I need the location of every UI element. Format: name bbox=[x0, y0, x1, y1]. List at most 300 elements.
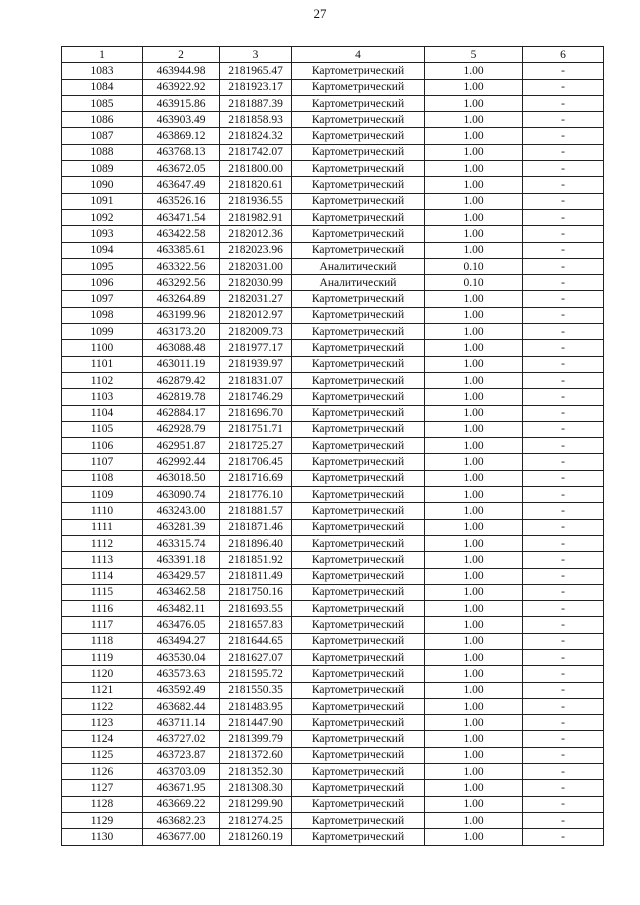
y-coordinate-cell: 2181742.07 bbox=[220, 144, 292, 160]
accuracy-cell: 1.00 bbox=[425, 128, 523, 144]
y-coordinate-cell: 2181352.30 bbox=[220, 764, 292, 780]
table-row bbox=[62, 487, 604, 503]
x-coordinate-cell: 463922.92 bbox=[143, 79, 220, 95]
point-number-cell: 1121 bbox=[62, 682, 143, 698]
table-row bbox=[62, 356, 604, 372]
point-number-cell: 1101 bbox=[62, 356, 143, 372]
method-cell: Картометрический bbox=[292, 698, 425, 714]
accuracy-cell: 1.00 bbox=[425, 161, 523, 177]
method-cell: Картометрический bbox=[292, 715, 425, 731]
table-row bbox=[62, 226, 604, 242]
table-row bbox=[62, 829, 604, 845]
x-coordinate-cell: 463482.11 bbox=[143, 601, 220, 617]
y-coordinate-cell: 2181372.60 bbox=[220, 747, 292, 763]
table-row bbox=[62, 519, 604, 535]
note-cell: - bbox=[523, 617, 604, 633]
table-row bbox=[62, 128, 604, 144]
x-coordinate-cell: 463429.57 bbox=[143, 568, 220, 584]
table-row bbox=[62, 470, 604, 486]
note-cell: - bbox=[523, 764, 604, 780]
method-cell: Картометрический bbox=[292, 421, 425, 437]
y-coordinate-cell: 2181627.07 bbox=[220, 649, 292, 665]
note-cell: - bbox=[523, 584, 604, 600]
note-cell: - bbox=[523, 812, 604, 828]
x-coordinate-cell: 463669.22 bbox=[143, 796, 220, 812]
point-number-cell: 1107 bbox=[62, 454, 143, 470]
header-cell: 5 bbox=[425, 47, 523, 63]
header-cell: 1 bbox=[62, 47, 143, 63]
y-coordinate-cell: 2181399.79 bbox=[220, 731, 292, 747]
method-cell: Картометрический bbox=[292, 666, 425, 682]
accuracy-cell: 1.00 bbox=[425, 715, 523, 731]
x-coordinate-cell: 463494.27 bbox=[143, 633, 220, 649]
table-row bbox=[62, 193, 604, 209]
method-cell: Картометрический bbox=[292, 226, 425, 242]
x-coordinate-cell: 463703.09 bbox=[143, 764, 220, 780]
note-cell: - bbox=[523, 568, 604, 584]
accuracy-cell: 1.00 bbox=[425, 731, 523, 747]
point-number-cell: 1084 bbox=[62, 79, 143, 95]
note-cell: - bbox=[523, 747, 604, 763]
note-cell: - bbox=[523, 438, 604, 454]
y-coordinate-cell: 2182009.73 bbox=[220, 324, 292, 340]
point-number-cell: 1127 bbox=[62, 780, 143, 796]
point-number-cell: 1111 bbox=[62, 519, 143, 535]
note-cell: - bbox=[523, 161, 604, 177]
point-number-cell: 1110 bbox=[62, 503, 143, 519]
note-cell: - bbox=[523, 780, 604, 796]
table-row bbox=[62, 568, 604, 584]
accuracy-cell: 1.00 bbox=[425, 487, 523, 503]
x-coordinate-cell: 462928.79 bbox=[143, 421, 220, 437]
note-cell: - bbox=[523, 552, 604, 568]
table-row bbox=[62, 275, 604, 291]
method-cell: Картометрический bbox=[292, 144, 425, 160]
accuracy-cell: 1.00 bbox=[425, 372, 523, 388]
point-number-cell: 1092 bbox=[62, 209, 143, 225]
table-row bbox=[62, 601, 604, 617]
point-number-cell: 1119 bbox=[62, 649, 143, 665]
point-number-cell: 1094 bbox=[62, 242, 143, 258]
method-cell: Картометрический bbox=[292, 617, 425, 633]
x-coordinate-cell: 463391.18 bbox=[143, 552, 220, 568]
point-number-cell: 1096 bbox=[62, 275, 143, 291]
y-coordinate-cell: 2181657.83 bbox=[220, 617, 292, 633]
note-cell: - bbox=[523, 796, 604, 812]
table-row bbox=[62, 666, 604, 682]
note-cell: - bbox=[523, 535, 604, 551]
accuracy-cell: 1.00 bbox=[425, 633, 523, 649]
y-coordinate-cell: 2181693.55 bbox=[220, 601, 292, 617]
point-number-cell: 1114 bbox=[62, 568, 143, 584]
method-cell: Картометрический bbox=[292, 291, 425, 307]
method-cell: Картометрический bbox=[292, 503, 425, 519]
y-coordinate-cell: 2181447.90 bbox=[220, 715, 292, 731]
x-coordinate-cell: 463385.61 bbox=[143, 242, 220, 258]
accuracy-cell: 1.00 bbox=[425, 780, 523, 796]
accuracy-cell: 0.10 bbox=[425, 275, 523, 291]
y-coordinate-cell: 2181260.19 bbox=[220, 829, 292, 845]
table-row bbox=[62, 95, 604, 111]
y-coordinate-cell: 2181977.17 bbox=[220, 340, 292, 356]
method-cell: Картометрический bbox=[292, 747, 425, 763]
table-row bbox=[62, 177, 604, 193]
accuracy-cell: 1.00 bbox=[425, 340, 523, 356]
y-coordinate-cell: 2181800.00 bbox=[220, 161, 292, 177]
x-coordinate-cell: 462992.44 bbox=[143, 454, 220, 470]
table-row bbox=[62, 796, 604, 812]
y-coordinate-cell: 2182031.27 bbox=[220, 291, 292, 307]
point-number-cell: 1123 bbox=[62, 715, 143, 731]
point-number-cell: 1118 bbox=[62, 633, 143, 649]
table-header-row bbox=[62, 47, 604, 63]
method-cell: Картометрический bbox=[292, 470, 425, 486]
note-cell: - bbox=[523, 340, 604, 356]
accuracy-cell: 1.00 bbox=[425, 519, 523, 535]
accuracy-cell: 1.00 bbox=[425, 747, 523, 763]
y-coordinate-cell: 2181706.45 bbox=[220, 454, 292, 470]
note-cell: - bbox=[523, 633, 604, 649]
y-coordinate-cell: 2181831.07 bbox=[220, 372, 292, 388]
point-number-cell: 1125 bbox=[62, 747, 143, 763]
table-row bbox=[62, 340, 604, 356]
y-coordinate-cell: 2181308.30 bbox=[220, 780, 292, 796]
method-cell: Картометрический bbox=[292, 780, 425, 796]
x-coordinate-cell: 463476.05 bbox=[143, 617, 220, 633]
point-number-cell: 1124 bbox=[62, 731, 143, 747]
table-row bbox=[62, 747, 604, 763]
y-coordinate-cell: 2182030.99 bbox=[220, 275, 292, 291]
note-cell: - bbox=[523, 128, 604, 144]
point-number-cell: 1103 bbox=[62, 389, 143, 405]
y-coordinate-cell: 2181716.69 bbox=[220, 470, 292, 486]
accuracy-cell: 1.00 bbox=[425, 79, 523, 95]
x-coordinate-cell: 462951.87 bbox=[143, 438, 220, 454]
x-coordinate-cell: 463869.12 bbox=[143, 128, 220, 144]
coordinates-table bbox=[61, 46, 604, 846]
table-row bbox=[62, 584, 604, 600]
method-cell: Картометрический bbox=[292, 128, 425, 144]
table-body bbox=[62, 63, 604, 845]
point-number-cell: 1098 bbox=[62, 307, 143, 323]
method-cell: Картометрический bbox=[292, 79, 425, 95]
note-cell: - bbox=[523, 242, 604, 258]
table-row bbox=[62, 421, 604, 437]
point-number-cell: 1099 bbox=[62, 324, 143, 340]
table-row bbox=[62, 682, 604, 698]
method-cell: Картометрический bbox=[292, 812, 425, 828]
accuracy-cell: 1.00 bbox=[425, 226, 523, 242]
method-cell: Картометрический bbox=[292, 193, 425, 209]
x-coordinate-cell: 463264.89 bbox=[143, 291, 220, 307]
point-number-cell: 1115 bbox=[62, 584, 143, 600]
method-cell: Аналитический bbox=[292, 258, 425, 274]
note-cell: - bbox=[523, 731, 604, 747]
note-cell: - bbox=[523, 63, 604, 79]
x-coordinate-cell: 463315.74 bbox=[143, 535, 220, 551]
accuracy-cell: 1.00 bbox=[425, 421, 523, 437]
y-coordinate-cell: 2181871.46 bbox=[220, 519, 292, 535]
y-coordinate-cell: 2181483.95 bbox=[220, 698, 292, 714]
y-coordinate-cell: 2182012.97 bbox=[220, 307, 292, 323]
method-cell: Картометрический bbox=[292, 242, 425, 258]
note-cell: - bbox=[523, 226, 604, 242]
y-coordinate-cell: 2181696.70 bbox=[220, 405, 292, 421]
accuracy-cell: 1.00 bbox=[425, 682, 523, 698]
method-cell: Картометрический bbox=[292, 829, 425, 845]
y-coordinate-cell: 2181820.61 bbox=[220, 177, 292, 193]
y-coordinate-cell: 2181896.40 bbox=[220, 535, 292, 551]
y-coordinate-cell: 2181746.29 bbox=[220, 389, 292, 405]
y-coordinate-cell: 2181644.65 bbox=[220, 633, 292, 649]
x-coordinate-cell: 463243.00 bbox=[143, 503, 220, 519]
note-cell: - bbox=[523, 193, 604, 209]
point-number-cell: 1089 bbox=[62, 161, 143, 177]
note-cell: - bbox=[523, 698, 604, 714]
y-coordinate-cell: 2181824.32 bbox=[220, 128, 292, 144]
header-cell: 4 bbox=[292, 47, 425, 63]
y-coordinate-cell: 2181750.16 bbox=[220, 584, 292, 600]
table-row bbox=[62, 242, 604, 258]
accuracy-cell: 1.00 bbox=[425, 324, 523, 340]
method-cell: Картометрический bbox=[292, 405, 425, 421]
accuracy-cell: 1.00 bbox=[425, 568, 523, 584]
point-number-cell: 1129 bbox=[62, 812, 143, 828]
accuracy-cell: 1.00 bbox=[425, 796, 523, 812]
point-number-cell: 1100 bbox=[62, 340, 143, 356]
point-number-cell: 1130 bbox=[62, 829, 143, 845]
x-coordinate-cell: 463281.39 bbox=[143, 519, 220, 535]
table-row bbox=[62, 209, 604, 225]
y-coordinate-cell: 2181725.27 bbox=[220, 438, 292, 454]
table-row bbox=[62, 389, 604, 405]
method-cell: Картометрический bbox=[292, 372, 425, 388]
accuracy-cell: 1.00 bbox=[425, 112, 523, 128]
accuracy-cell: 1.00 bbox=[425, 356, 523, 372]
x-coordinate-cell: 463018.50 bbox=[143, 470, 220, 486]
x-coordinate-cell: 462819.78 bbox=[143, 389, 220, 405]
accuracy-cell: 1.00 bbox=[425, 405, 523, 421]
table-row bbox=[62, 258, 604, 274]
point-number-cell: 1122 bbox=[62, 698, 143, 714]
accuracy-cell: 1.00 bbox=[425, 503, 523, 519]
note-cell: - bbox=[523, 666, 604, 682]
x-coordinate-cell: 463711.14 bbox=[143, 715, 220, 731]
method-cell: Картометрический bbox=[292, 324, 425, 340]
y-coordinate-cell: 2181851.92 bbox=[220, 552, 292, 568]
table-row bbox=[62, 764, 604, 780]
y-coordinate-cell: 2181751.71 bbox=[220, 421, 292, 437]
x-coordinate-cell: 463682.44 bbox=[143, 698, 220, 714]
accuracy-cell: 1.00 bbox=[425, 307, 523, 323]
note-cell: - bbox=[523, 829, 604, 845]
x-coordinate-cell: 463530.04 bbox=[143, 649, 220, 665]
accuracy-cell: 1.00 bbox=[425, 764, 523, 780]
accuracy-cell: 1.00 bbox=[425, 617, 523, 633]
method-cell: Аналитический bbox=[292, 275, 425, 291]
x-coordinate-cell: 463090.74 bbox=[143, 487, 220, 503]
y-coordinate-cell: 2181274.25 bbox=[220, 812, 292, 828]
accuracy-cell: 1.00 bbox=[425, 389, 523, 405]
table-row bbox=[62, 649, 604, 665]
x-coordinate-cell: 463422.58 bbox=[143, 226, 220, 242]
x-coordinate-cell: 463088.48 bbox=[143, 340, 220, 356]
y-coordinate-cell: 2181776.10 bbox=[220, 487, 292, 503]
note-cell: - bbox=[523, 405, 604, 421]
method-cell: Картометрический bbox=[292, 487, 425, 503]
x-coordinate-cell: 463671.95 bbox=[143, 780, 220, 796]
table-row bbox=[62, 617, 604, 633]
accuracy-cell: 1.00 bbox=[425, 829, 523, 845]
method-cell: Картометрический bbox=[292, 764, 425, 780]
y-coordinate-cell: 2181887.39 bbox=[220, 95, 292, 111]
x-coordinate-cell: 463768.13 bbox=[143, 144, 220, 160]
x-coordinate-cell: 463471.54 bbox=[143, 209, 220, 225]
x-coordinate-cell: 463526.16 bbox=[143, 193, 220, 209]
table-row bbox=[62, 552, 604, 568]
point-number-cell: 1091 bbox=[62, 193, 143, 209]
table-row bbox=[62, 112, 604, 128]
method-cell: Картометрический bbox=[292, 356, 425, 372]
method-cell: Картометрический bbox=[292, 584, 425, 600]
x-coordinate-cell: 463672.05 bbox=[143, 161, 220, 177]
accuracy-cell: 1.00 bbox=[425, 438, 523, 454]
header-cell: 6 bbox=[523, 47, 604, 63]
note-cell: - bbox=[523, 372, 604, 388]
note-cell: - bbox=[523, 503, 604, 519]
point-number-cell: 1106 bbox=[62, 438, 143, 454]
note-cell: - bbox=[523, 112, 604, 128]
x-coordinate-cell: 463573.63 bbox=[143, 666, 220, 682]
point-number-cell: 1090 bbox=[62, 177, 143, 193]
method-cell: Картометрический bbox=[292, 389, 425, 405]
x-coordinate-cell: 463677.00 bbox=[143, 829, 220, 845]
table-row bbox=[62, 372, 604, 388]
note-cell: - bbox=[523, 470, 604, 486]
table-row bbox=[62, 291, 604, 307]
method-cell: Картометрический bbox=[292, 682, 425, 698]
method-cell: Картометрический bbox=[292, 177, 425, 193]
x-coordinate-cell: 463322.56 bbox=[143, 258, 220, 274]
method-cell: Картометрический bbox=[292, 161, 425, 177]
x-coordinate-cell: 462884.17 bbox=[143, 405, 220, 421]
y-coordinate-cell: 2181936.55 bbox=[220, 193, 292, 209]
note-cell: - bbox=[523, 177, 604, 193]
note-cell: - bbox=[523, 519, 604, 535]
point-number-cell: 1112 bbox=[62, 535, 143, 551]
method-cell: Картометрический bbox=[292, 438, 425, 454]
accuracy-cell: 1.00 bbox=[425, 454, 523, 470]
x-coordinate-cell: 463173.20 bbox=[143, 324, 220, 340]
point-number-cell: 1093 bbox=[62, 226, 143, 242]
point-number-cell: 1109 bbox=[62, 487, 143, 503]
accuracy-cell: 1.00 bbox=[425, 649, 523, 665]
table-row bbox=[62, 63, 604, 79]
note-cell: - bbox=[523, 649, 604, 665]
point-number-cell: 1116 bbox=[62, 601, 143, 617]
table-row bbox=[62, 79, 604, 95]
x-coordinate-cell: 463292.56 bbox=[143, 275, 220, 291]
point-number-cell: 1104 bbox=[62, 405, 143, 421]
table-row bbox=[62, 503, 604, 519]
point-number-cell: 1087 bbox=[62, 128, 143, 144]
y-coordinate-cell: 2181595.72 bbox=[220, 666, 292, 682]
table-row bbox=[62, 454, 604, 470]
method-cell: Картометрический bbox=[292, 209, 425, 225]
table-row bbox=[62, 324, 604, 340]
table-row bbox=[62, 780, 604, 796]
x-coordinate-cell: 463723.87 bbox=[143, 747, 220, 763]
method-cell: Картометрический bbox=[292, 601, 425, 617]
table-row bbox=[62, 438, 604, 454]
method-cell: Картометрический bbox=[292, 552, 425, 568]
method-cell: Картометрический bbox=[292, 535, 425, 551]
accuracy-cell: 1.00 bbox=[425, 812, 523, 828]
point-number-cell: 1095 bbox=[62, 258, 143, 274]
point-number-cell: 1126 bbox=[62, 764, 143, 780]
method-cell: Картометрический bbox=[292, 454, 425, 470]
point-number-cell: 1105 bbox=[62, 421, 143, 437]
point-number-cell: 1108 bbox=[62, 470, 143, 486]
x-coordinate-cell: 463944.98 bbox=[143, 63, 220, 79]
point-number-cell: 1088 bbox=[62, 144, 143, 160]
x-coordinate-cell: 463915.86 bbox=[143, 95, 220, 111]
point-number-cell: 1083 bbox=[62, 63, 143, 79]
x-coordinate-cell: 463199.96 bbox=[143, 307, 220, 323]
y-coordinate-cell: 2181965.47 bbox=[220, 63, 292, 79]
accuracy-cell: 1.00 bbox=[425, 698, 523, 714]
y-coordinate-cell: 2182012.36 bbox=[220, 226, 292, 242]
x-coordinate-cell: 463592.49 bbox=[143, 682, 220, 698]
table-row bbox=[62, 633, 604, 649]
y-coordinate-cell: 2181811.49 bbox=[220, 568, 292, 584]
table-row bbox=[62, 535, 604, 551]
y-coordinate-cell: 2181881.57 bbox=[220, 503, 292, 519]
table-row bbox=[62, 405, 604, 421]
accuracy-cell: 1.00 bbox=[425, 535, 523, 551]
x-coordinate-cell: 463462.58 bbox=[143, 584, 220, 600]
accuracy-cell: 1.00 bbox=[425, 584, 523, 600]
y-coordinate-cell: 2181923.17 bbox=[220, 79, 292, 95]
point-number-cell: 1097 bbox=[62, 291, 143, 307]
method-cell: Картометрический bbox=[292, 568, 425, 584]
method-cell: Картометрический bbox=[292, 519, 425, 535]
table-row bbox=[62, 715, 604, 731]
note-cell: - bbox=[523, 275, 604, 291]
point-number-cell: 1120 bbox=[62, 666, 143, 682]
note-cell: - bbox=[523, 356, 604, 372]
note-cell: - bbox=[523, 307, 604, 323]
accuracy-cell: 1.00 bbox=[425, 209, 523, 225]
y-coordinate-cell: 2182031.00 bbox=[220, 258, 292, 274]
method-cell: Картометрический bbox=[292, 796, 425, 812]
point-number-cell: 1086 bbox=[62, 112, 143, 128]
point-number-cell: 1113 bbox=[62, 552, 143, 568]
note-cell: - bbox=[523, 601, 604, 617]
accuracy-cell: 1.00 bbox=[425, 552, 523, 568]
method-cell: Картометрический bbox=[292, 307, 425, 323]
method-cell: Картометрический bbox=[292, 633, 425, 649]
note-cell: - bbox=[523, 715, 604, 731]
note-cell: - bbox=[523, 144, 604, 160]
y-coordinate-cell: 2181939.97 bbox=[220, 356, 292, 372]
note-cell: - bbox=[523, 291, 604, 307]
y-coordinate-cell: 2181858.93 bbox=[220, 112, 292, 128]
point-number-cell: 1102 bbox=[62, 372, 143, 388]
note-cell: - bbox=[523, 79, 604, 95]
header-cell: 3 bbox=[220, 47, 292, 63]
note-cell: - bbox=[523, 389, 604, 405]
